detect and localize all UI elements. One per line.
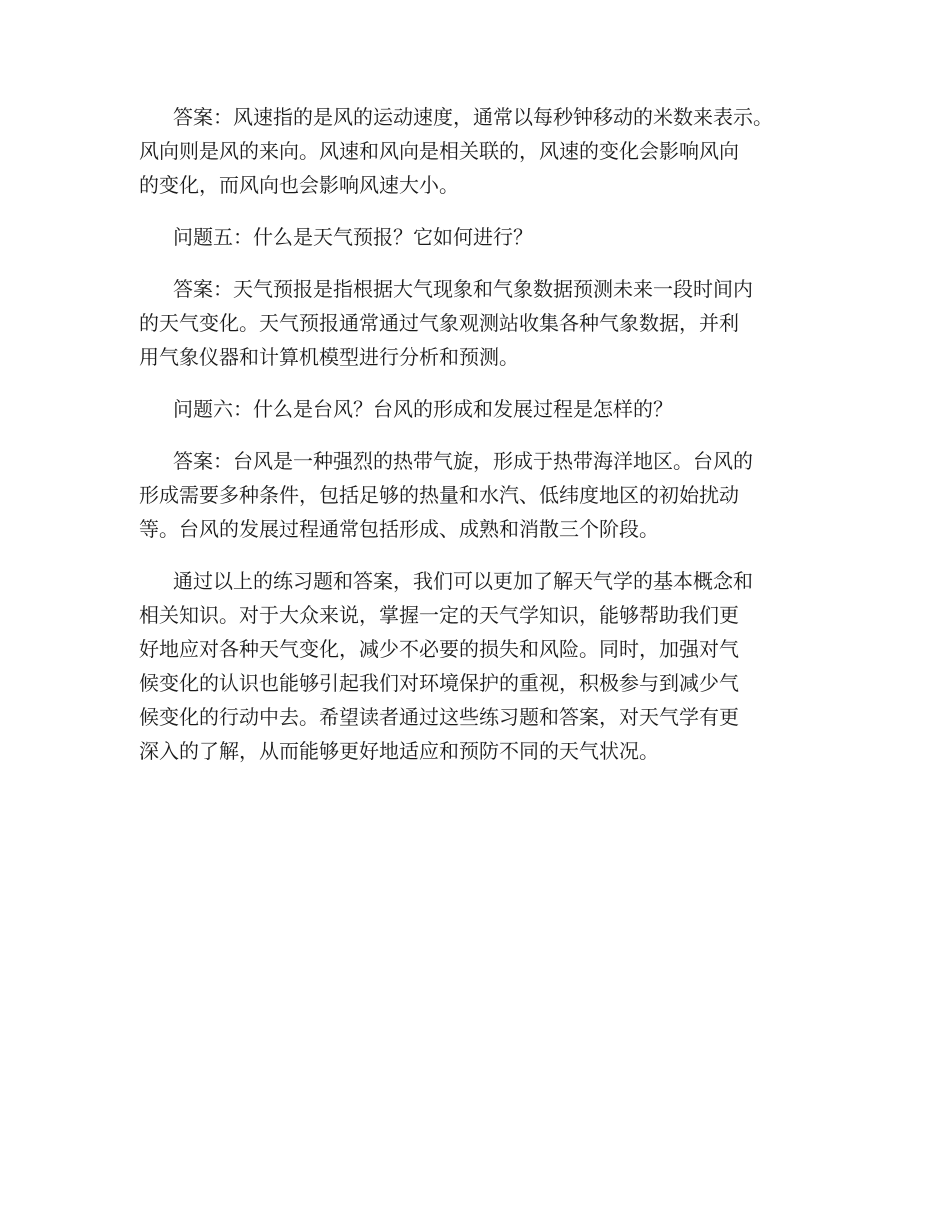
text-line: 候变化的认识也能够引起我们对环境保护的重视，积极参与到减少气: [139, 671, 739, 695]
question-paragraph-6: [139, 392, 839, 426]
text-line: 好地应对各种天气变化，减少不必要的损失和风险。同时，加强对气: [139, 637, 739, 661]
text-line: 风向则是风的来向。风速和风向是相关联的，风速的变化会影响风向: [139, 139, 739, 163]
text-line: 相关知识。对于大众来说，掌握一定的天气学知识，能够帮助我们更: [139, 603, 739, 627]
text-line: 问题五：什么是天气预报？它如何进行？: [173, 225, 533, 249]
text-line: 问题六：什么是台风？台风的形成和发展过程是怎样的？: [173, 397, 673, 421]
answer-paragraph-6: [139, 444, 839, 546]
text-line: 等。台风的发展过程通常包括形成、成熟和消散三个阶段。: [139, 517, 659, 541]
text-line: 的变化，而风向也会影响风速大小。: [139, 173, 459, 197]
text-line: 答案：风速指的是风的运动速度，通常以每秒钟移动的米数来表示。: [173, 105, 773, 129]
text-line: 答案：台风是一种强烈的热带气旋，形成于热带海洋地区。台风的: [173, 449, 753, 473]
text-line: 的天气变化。天气预报通常通过气象观测站收集各种气象数据，并利: [139, 311, 739, 335]
text-line: 通过以上的练习题和答案，我们可以更加了解天气学的基本概念和: [173, 569, 753, 593]
text-line: 答案：天气预报是指根据大气现象和气象数据预测未来一段时间内: [173, 277, 753, 301]
answer-paragraph-4: [139, 100, 839, 202]
text-line: 形成需要多种条件，包括足够的热量和水汽、低纬度地区的初始扰动: [139, 483, 739, 507]
text-line: 深入的了解，从而能够更好地适应和预防不同的天气状况。: [139, 739, 659, 763]
answer-paragraph-5: [139, 272, 839, 374]
conclusion-paragraph: [139, 564, 839, 768]
document-body: [139, 100, 839, 786]
text-line: 用气象仪器和计算机模型进行分析和预测。: [139, 345, 519, 369]
question-paragraph-5: [139, 220, 839, 254]
text-line: 候变化的行动中去。希望读者通过这些练习题和答案，对天气学有更: [139, 705, 739, 729]
